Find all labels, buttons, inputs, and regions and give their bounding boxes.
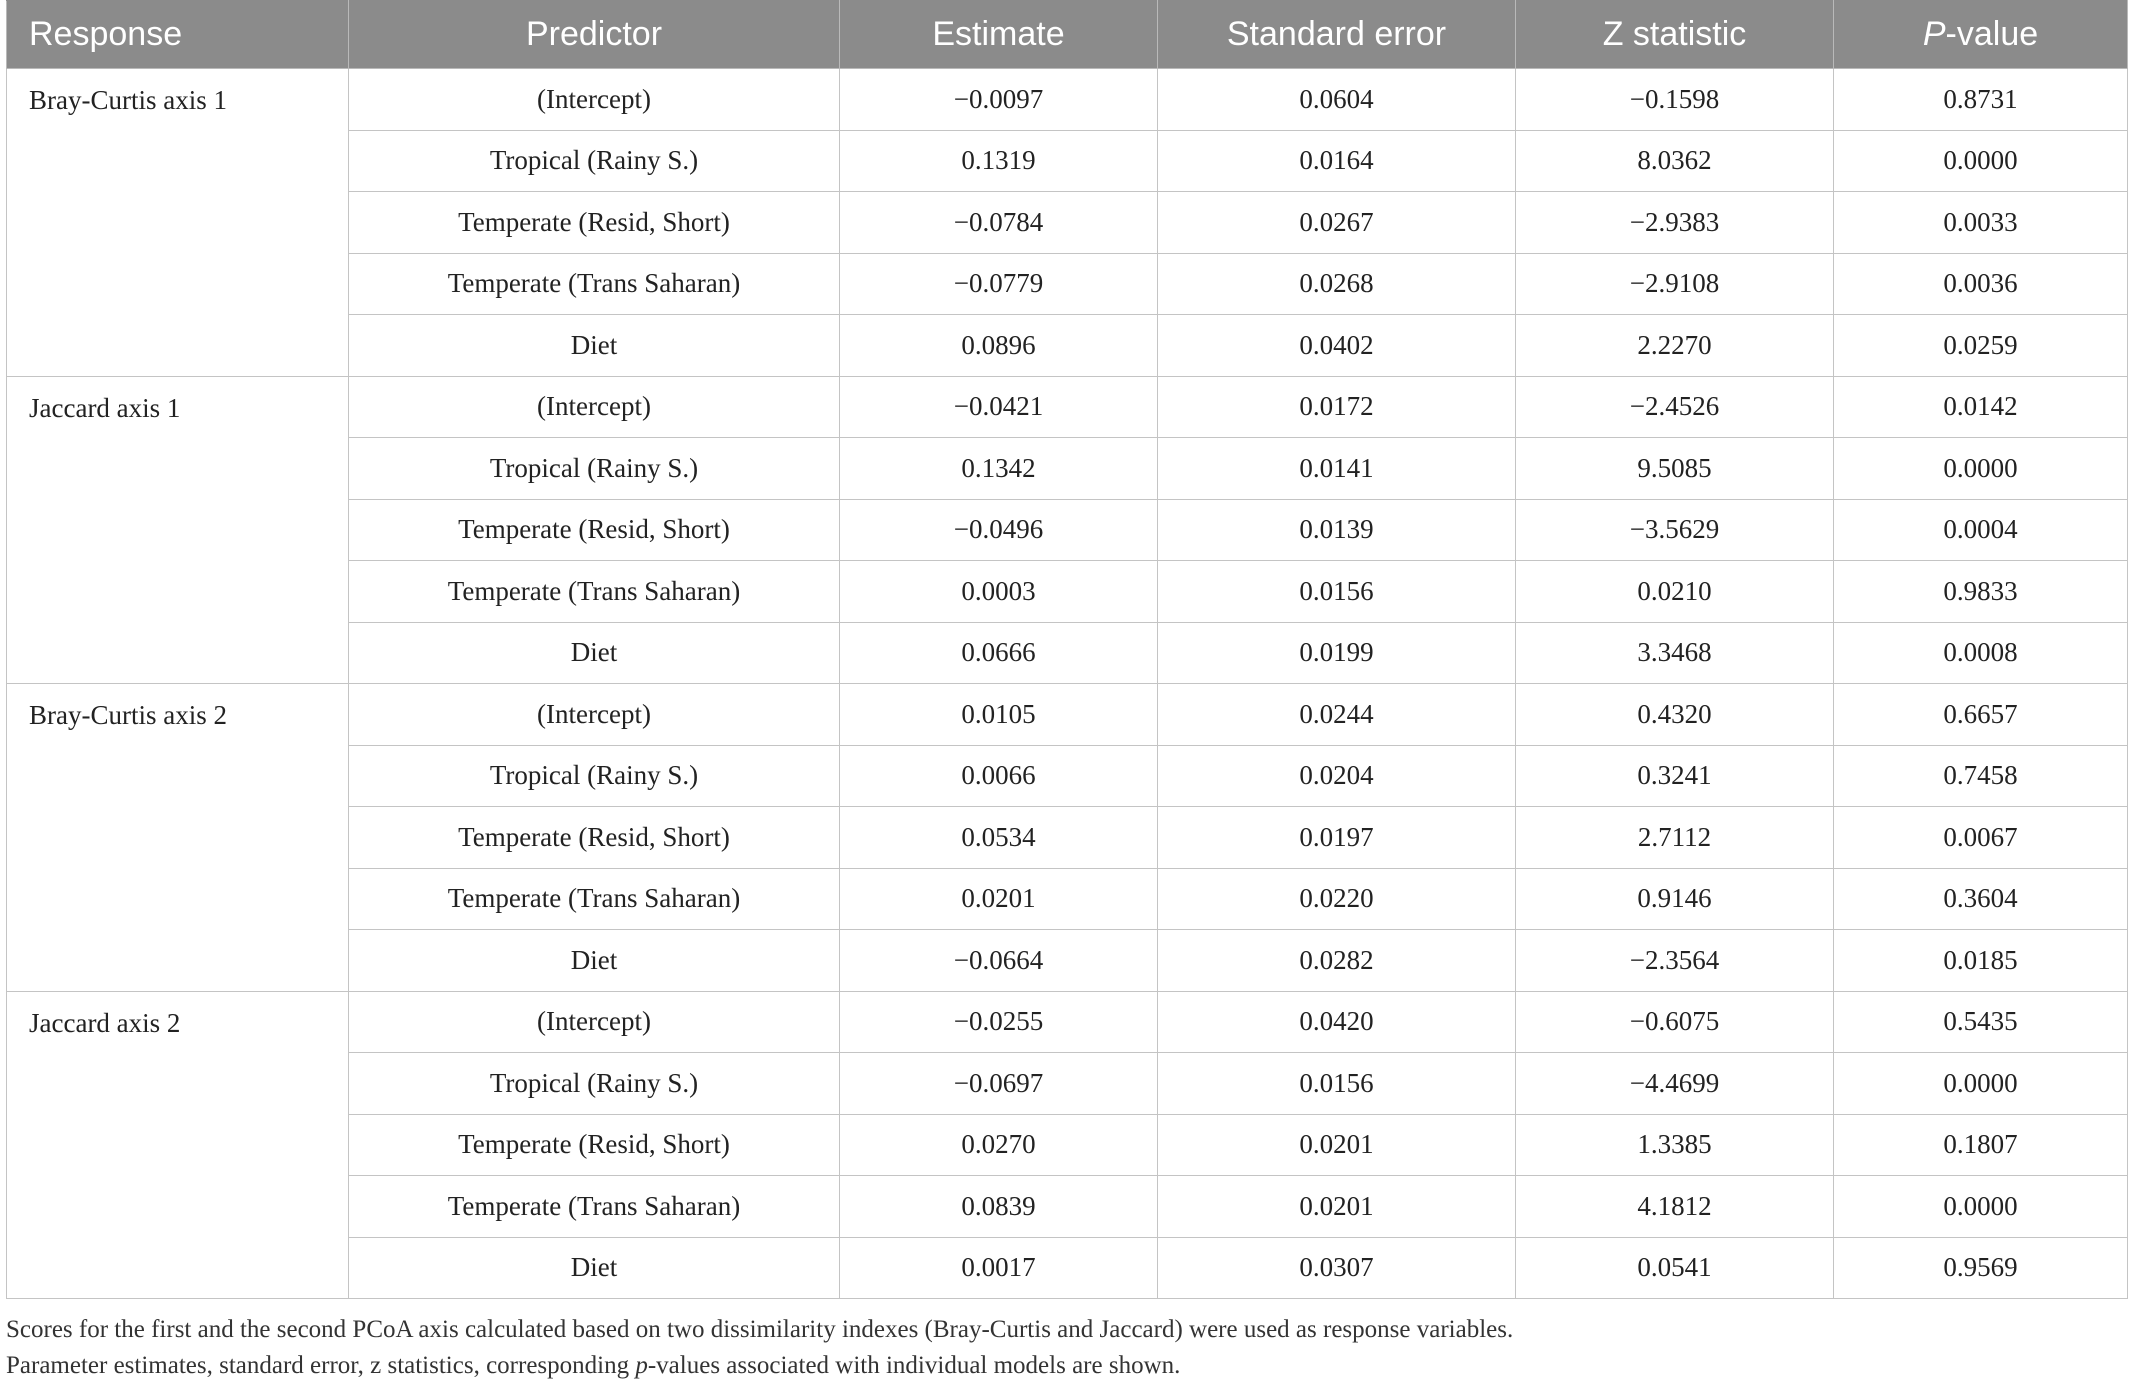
p-value-cell: 0.0067 xyxy=(1834,807,2128,869)
z-statistic-cell: −2.9108 xyxy=(1516,253,1834,315)
z-statistic-cell: 8.0362 xyxy=(1516,130,1834,192)
predictor-cell: Diet xyxy=(349,930,840,992)
estimate-cell: 0.0066 xyxy=(840,745,1158,807)
standard-error-cell: 0.0156 xyxy=(1158,561,1516,623)
predictor-cell: Temperate (Trans Saharan) xyxy=(349,561,840,623)
predictor-cell: Temperate (Trans Saharan) xyxy=(349,253,840,315)
estimate-cell: 0.0896 xyxy=(840,315,1158,377)
table-row xyxy=(7,684,2128,746)
predictor-cell: Diet xyxy=(349,622,840,684)
header-p-value-rest: -value xyxy=(1945,15,2039,53)
estimate-cell: 0.0270 xyxy=(840,1114,1158,1176)
z-statistic-cell: −4.4699 xyxy=(1516,1053,1834,1115)
p-value-cell: 0.0142 xyxy=(1834,376,2128,438)
standard-error-cell: 0.0201 xyxy=(1158,1114,1516,1176)
header-response: Response xyxy=(7,1,349,69)
header-predictor: Predictor xyxy=(349,1,840,69)
standard-error-cell: 0.0244 xyxy=(1158,684,1516,746)
p-value-cell: 0.3604 xyxy=(1834,868,2128,930)
standard-error-cell: 0.0204 xyxy=(1158,745,1516,807)
z-statistic-cell: −0.6075 xyxy=(1516,991,1834,1053)
estimate-cell: 0.0003 xyxy=(840,561,1158,623)
caption-line-2 xyxy=(6,1348,1513,1384)
predictor-cell: (Intercept) xyxy=(349,376,840,438)
standard-error-cell: 0.0199 xyxy=(1158,622,1516,684)
estimate-cell: −0.0784 xyxy=(840,192,1158,254)
z-statistic-cell: 3.3468 xyxy=(1516,622,1834,684)
standard-error-cell: 0.0420 xyxy=(1158,991,1516,1053)
z-statistic-cell: 1.3385 xyxy=(1516,1114,1834,1176)
z-statistic-cell: −2.4526 xyxy=(1516,376,1834,438)
header-standard-error: Standard error xyxy=(1158,1,1516,69)
standard-error-cell: 0.0604 xyxy=(1158,69,1516,131)
p-value-cell: 0.7458 xyxy=(1834,745,2128,807)
table-row xyxy=(7,69,2128,131)
z-statistic-cell: 0.9146 xyxy=(1516,868,1834,930)
z-statistic-cell: 0.4320 xyxy=(1516,684,1834,746)
estimate-cell: −0.0421 xyxy=(840,376,1158,438)
p-value-cell: 0.5435 xyxy=(1834,991,2128,1053)
estimate-cell: 0.0666 xyxy=(840,622,1158,684)
estimate-cell: 0.1319 xyxy=(840,130,1158,192)
estimate-cell: 0.1342 xyxy=(840,438,1158,500)
p-value-cell: 0.9833 xyxy=(1834,561,2128,623)
p-value-cell: 0.0259 xyxy=(1834,315,2128,377)
p-value-cell: 0.0000 xyxy=(1834,1176,2128,1238)
estimate-cell: 0.0017 xyxy=(840,1237,1158,1299)
estimate-cell: −0.0496 xyxy=(840,499,1158,561)
predictor-cell: Temperate (Resid, Short) xyxy=(349,807,840,869)
table-row xyxy=(7,991,2128,1053)
table-row xyxy=(7,376,2128,438)
standard-error-cell: 0.0139 xyxy=(1158,499,1516,561)
caption-line-2-after: -values associated with individual models are shown. xyxy=(647,1352,1181,1379)
standard-error-cell: 0.0268 xyxy=(1158,253,1516,315)
caption-p-italic: p xyxy=(635,1352,648,1379)
estimate-cell: −0.0097 xyxy=(840,69,1158,131)
estimate-cell: −0.0779 xyxy=(840,253,1158,315)
header-z-statistic: Z statistic xyxy=(1516,1,1834,69)
header-estimate: Estimate xyxy=(840,1,1158,69)
table-header-row xyxy=(7,1,2128,69)
response-cell: Bray-Curtis axis 1 xyxy=(7,69,349,377)
estimate-cell: −0.0255 xyxy=(840,991,1158,1053)
p-value-cell: 0.8731 xyxy=(1834,69,2128,131)
estimate-cell: 0.0839 xyxy=(840,1176,1158,1238)
header-p-value-italic: P xyxy=(1922,15,1946,53)
predictor-cell: (Intercept) xyxy=(349,69,840,131)
predictor-cell: Tropical (Rainy S.) xyxy=(349,1053,840,1115)
p-value-cell: 0.0004 xyxy=(1834,499,2128,561)
estimate-cell: 0.0105 xyxy=(840,684,1158,746)
z-statistic-cell: 9.5085 xyxy=(1516,438,1834,500)
p-value-cell: 0.0000 xyxy=(1834,1053,2128,1115)
p-value-cell: 0.0000 xyxy=(1834,438,2128,500)
predictor-cell: Temperate (Trans Saharan) xyxy=(349,868,840,930)
predictor-cell: Diet xyxy=(349,1237,840,1299)
estimate-cell: 0.0534 xyxy=(840,807,1158,869)
z-statistic-cell: 0.0541 xyxy=(1516,1237,1834,1299)
response-cell: Jaccard axis 1 xyxy=(7,376,349,684)
z-statistic-cell: 0.0210 xyxy=(1516,561,1834,623)
p-value-cell: 0.6657 xyxy=(1834,684,2128,746)
estimate-cell: −0.0664 xyxy=(840,930,1158,992)
predictor-cell: Tropical (Rainy S.) xyxy=(349,130,840,192)
standard-error-cell: 0.0156 xyxy=(1158,1053,1516,1115)
predictor-cell: Diet xyxy=(349,315,840,377)
z-statistic-cell: 2.7112 xyxy=(1516,807,1834,869)
p-value-cell: 0.0185 xyxy=(1834,930,2128,992)
predictor-cell: Temperate (Trans Saharan) xyxy=(349,1176,840,1238)
p-value-cell: 0.1807 xyxy=(1834,1114,2128,1176)
predictor-cell: Temperate (Resid, Short) xyxy=(349,1114,840,1176)
predictor-cell: (Intercept) xyxy=(349,684,840,746)
regression-results-table xyxy=(6,0,2128,1299)
standard-error-cell: 0.0197 xyxy=(1158,807,1516,869)
z-statistic-cell: −2.9383 xyxy=(1516,192,1834,254)
estimate-cell: 0.0201 xyxy=(840,868,1158,930)
z-statistic-cell: −0.1598 xyxy=(1516,69,1834,131)
header-p-value xyxy=(1834,1,2128,69)
standard-error-cell: 0.0220 xyxy=(1158,868,1516,930)
z-statistic-cell: 0.3241 xyxy=(1516,745,1834,807)
predictor-cell: Tropical (Rainy S.) xyxy=(349,745,840,807)
p-value-cell: 0.0036 xyxy=(1834,253,2128,315)
p-value-cell: 0.0033 xyxy=(1834,192,2128,254)
predictor-cell: Temperate (Resid, Short) xyxy=(349,192,840,254)
z-statistic-cell: 4.1812 xyxy=(1516,1176,1834,1238)
caption-line-2-before: Parameter estimates, standard error, z statistics, corresponding xyxy=(6,1352,636,1379)
estimate-cell: −0.0697 xyxy=(840,1053,1158,1115)
standard-error-cell: 0.0307 xyxy=(1158,1237,1516,1299)
predictor-cell: (Intercept) xyxy=(349,991,840,1053)
caption-line-1: Scores for the first and the second PCoA axis calculated based on two dissimilarity indexes (Bray-Curtis and Jaccard) were used as response variables. xyxy=(6,1316,1514,1343)
standard-error-cell: 0.0267 xyxy=(1158,192,1516,254)
standard-error-cell: 0.0282 xyxy=(1158,930,1516,992)
predictor-cell: Temperate (Resid, Short) xyxy=(349,499,840,561)
response-cell: Jaccard axis 2 xyxy=(7,991,349,1299)
standard-error-cell: 0.0402 xyxy=(1158,315,1516,377)
results-table-container xyxy=(6,0,2127,1299)
z-statistic-cell: −3.5629 xyxy=(1516,499,1834,561)
z-statistic-cell: −2.3564 xyxy=(1516,930,1834,992)
table-body xyxy=(7,69,2128,1299)
p-value-cell: 0.0008 xyxy=(1834,622,2128,684)
standard-error-cell: 0.0141 xyxy=(1158,438,1516,500)
p-value-cell: 0.0000 xyxy=(1834,130,2128,192)
standard-error-cell: 0.0164 xyxy=(1158,130,1516,192)
response-cell: Bray-Curtis axis 2 xyxy=(7,684,349,992)
p-value-cell: 0.9569 xyxy=(1834,1237,2128,1299)
predictor-cell: Tropical (Rainy S.) xyxy=(349,438,840,500)
standard-error-cell: 0.0172 xyxy=(1158,376,1516,438)
table-caption xyxy=(6,1312,1513,1384)
z-statistic-cell: 2.2270 xyxy=(1516,315,1834,377)
standard-error-cell: 0.0201 xyxy=(1158,1176,1516,1238)
